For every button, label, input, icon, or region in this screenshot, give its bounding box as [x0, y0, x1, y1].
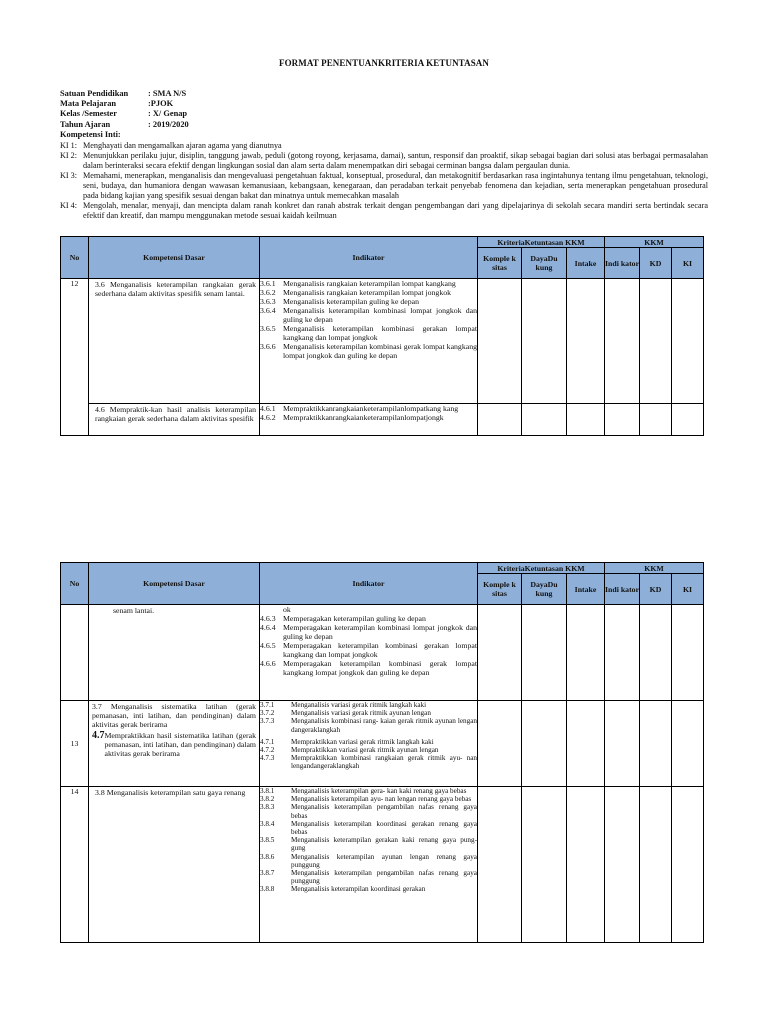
ki-item [60, 141, 708, 151]
indikator-number: 3.7.2 [260, 709, 275, 718]
meta-label: Tahun Ajaran [60, 119, 111, 129]
meta-label: Mata Pelajaran [60, 99, 117, 109]
indikator-item [260, 288, 477, 297]
indikator-number: 3.8.2 [260, 795, 275, 804]
indikator-item [260, 717, 477, 733]
intake-cell [567, 701, 605, 787]
meta-label: Satuan Pendidikan [60, 89, 129, 98]
kd-kkm-cell [640, 787, 672, 943]
kompleksitas-cell [478, 787, 522, 943]
dayadukung-cell [522, 404, 567, 436]
indikator-number: 3.7.3 [260, 717, 275, 726]
ki-kkm-cell [672, 404, 704, 436]
kd-cell: 3.6 Menganalisis keterampilan rangkaian gerak sederhana dalam aktivitas spesifik senam lantai. [89, 279, 260, 404]
indikator-number: 4.6.4 [260, 623, 276, 632]
indikator-kkm-cell [605, 404, 640, 436]
indikator-number: 3.6.3 [260, 297, 276, 306]
kd-item [92, 731, 256, 758]
indikator-text: Menganalisis keterampilan gera- kan kaki renang gaya bebas [291, 787, 467, 795]
page-title: FORMAT PENENTUANKRITERIA KETUNTASAN [278, 58, 490, 68]
kd-kkm-cell [640, 404, 672, 436]
intake-cell [567, 605, 605, 701]
indikator-text: Menganalisis variasi gerak ritmik langkah kaki [291, 701, 427, 709]
indikator-number: 3.6.4 [260, 306, 276, 315]
indikator-number: 3.8.7 [260, 869, 275, 878]
ki-kkm-cell [672, 605, 704, 701]
header-kd-kkm: KD [640, 574, 672, 605]
meta-value: : X/ Genap [148, 109, 188, 119]
indikator-number: 3.6.6 [260, 342, 276, 351]
dayadukung-cell [522, 701, 567, 787]
header-dayadukung: DayaDu kung [522, 574, 567, 605]
indikator-item [260, 404, 477, 413]
indikator-text: Menganalisis keterampilan pengambilan nafas renang gaya bebas [291, 803, 477, 820]
dayadukung-cell [522, 787, 567, 943]
indikator-text: Memperagakan keterampilan kombinasi gerak lompat kangkang lompat jongkok dan guling ke depan [283, 659, 477, 677]
indikator-item [260, 306, 477, 324]
indikator-number: 3.6.5 [260, 324, 276, 333]
indikator-item [260, 297, 477, 306]
indikator-item [260, 659, 477, 677]
header-no: No [61, 563, 89, 605]
meta-value: : SMA N/S [148, 89, 187, 98]
kd-cell [89, 701, 260, 787]
indikator-item [260, 820, 477, 836]
kompleksitas-cell [478, 404, 522, 436]
indikator-item [260, 885, 477, 893]
indikator-kkm-cell [605, 787, 640, 943]
indikator-cell [260, 605, 478, 701]
indikator-item [260, 746, 477, 754]
indikator-item [260, 869, 477, 885]
indikator-text: Memperagakan keterampilan kombinasi lompat jongkok dan guling ke depan [283, 623, 477, 641]
indikator-number: 3.8.5 [260, 836, 275, 845]
row-number: 13 [61, 701, 89, 787]
header-kkm: KKM [605, 563, 704, 574]
meta-row [60, 120, 189, 130]
header-intake: Intake [567, 574, 605, 605]
indikator-item [260, 754, 477, 770]
kompleksitas-cell [478, 605, 522, 701]
indikator-text: Mempraktikkanrangkaianketerampilanlompatjongk [283, 413, 444, 422]
indikator-text: Menganalisis keterampilan kombinasi lompat jongkok dan guling ke depan [283, 306, 477, 324]
table-row [61, 404, 704, 436]
kd-number: 4.7 [92, 730, 105, 741]
ki-list [60, 141, 708, 221]
header-kd: Kompetensi Dasar [89, 237, 260, 279]
dayadukung-cell [522, 605, 567, 701]
indikator-text: Menganalisis keterampilan ayu- nan lengan renang gaya bebas [291, 795, 472, 804]
ki-title: Kompetensi Inti: [60, 129, 121, 139]
indikator-text: Menganalisis variasi gerak ritmik ayunan lengan [291, 709, 431, 718]
ki-item [60, 151, 708, 171]
ki-code: KI 1: [60, 141, 78, 150]
indikator-kkm-cell [605, 605, 640, 701]
header-indikator: Indikator [260, 563, 478, 605]
indikator-number: 3.8.3 [260, 803, 275, 812]
kkm-table-2 [60, 562, 704, 943]
indikator-number: 3.8.1 [260, 787, 275, 795]
row-number: 14 [61, 787, 89, 943]
table-row [61, 701, 704, 787]
indikator-text: Memperagakan keterampilan kombinasi gerakan lompat kangkang dan lompat jongkok [283, 641, 477, 659]
kompleksitas-cell [478, 701, 522, 787]
indikator-item [260, 709, 477, 717]
indikator-text: Menganalisis rangkaian keterampilan lompat kangkang [283, 279, 456, 288]
ki-text: Menunjukkan perilaku jujur, disiplin, tanggung jawab, peduli (gotong royong, kerjasama, damai), santun, responsif dan proaktif, sikap sebagai bagian dari solusi atas berbagai permasalahan dalam berinteraksi secara efektif dengan lingkungan sosial dan alam serta dalam menempatkan diri sebagai cerminan bangsa dalam pergaulan dunia. [83, 151, 708, 170]
indikator-text: Menganalisis keterampilan ayunan lengan renang gaya punggung [291, 852, 477, 869]
indikator-item [260, 836, 477, 852]
indikator-text: Menganalisis rangkaian keterampilan lompat jongkok [283, 288, 452, 297]
kd-text: Mempraktikkan hasil sistematika latihan (gerak pemanasan, inti latihan, dan pendinginan) dalam aktivitas gerak berirama [104, 731, 256, 758]
meta-value: :PJOK [148, 99, 174, 109]
indikator-item [260, 623, 477, 641]
indikator-text: Menganalisis keterampilan pengambilan nafas renang gaya punggung [291, 869, 477, 886]
dayadukung-cell [522, 279, 567, 404]
meta-row [60, 99, 189, 109]
indikator-item [260, 324, 477, 342]
header-kkm: KKM [605, 237, 704, 248]
indikator-text: Menganalisis keterampilan kombinasi gerakan lompat kangkang dan lompat jongkok [283, 324, 477, 342]
header-kompleksitas: Komple k sitas [478, 574, 522, 605]
indikator-item [260, 342, 477, 360]
intake-cell [567, 279, 605, 404]
header-indikator-kkm: Indi kator [605, 574, 640, 605]
indikator-item [260, 701, 477, 709]
ki-text: Mengolah, menalar, menyaji, dan mencipta dalam ranah konkret dan ranah abstrak terkait dengan pengembangan dari yang dipelajarinya di sekolah secara mandiri serta bertindak secara efektif dan kreatif, dan mampu menggunakan metode sesuai kaidah keilmuan [83, 201, 708, 220]
indikator-cell [260, 787, 478, 943]
indikator-item [260, 614, 477, 623]
indikator-number: 4.6.5 [260, 641, 276, 650]
ki-kkm-cell [672, 787, 704, 943]
indikator-number: 4.7.3 [260, 754, 275, 763]
indikator-number: 3.8.4 [260, 819, 275, 828]
indikator-text: Menganalisis keterampilan kombinasi gerak lompat kangkang lompat jongkok dan guling ke depan [283, 342, 477, 360]
row-number [61, 605, 89, 701]
indikator-text: Mempraktikkan variasi gerak ritmik langkah kaki [291, 737, 434, 746]
intake-cell [567, 404, 605, 436]
ki-item [60, 171, 708, 201]
indikator-number: 4.6.6 [260, 659, 276, 668]
indikator-text: Menganalisis keterampilan gerakan kaki renang gaya pung- gung [291, 836, 477, 853]
ki-code: KI 4: [60, 201, 78, 210]
kd-item: 3.7 Menganalisis sistematika latihan (gerak pemanasan, inti latihan, dan pendinginan) dalam aktivitas gerak berirama [92, 702, 256, 729]
header-kompleksitas: Komple k sitas [478, 248, 522, 279]
indikator-text: Menganalisis keterampilan koordinasi gerakan renang gaya bebas [291, 819, 477, 837]
ki-kkm-cell [672, 279, 704, 404]
indikator-cell [260, 701, 478, 787]
indikator-number: 3.8.8 [260, 885, 275, 894]
indikator-text: Memperagakan keterampilan guling ke depan [283, 614, 426, 623]
indikator-number: 4.7.2 [260, 746, 275, 755]
ki-item [60, 201, 708, 221]
indikator-number: 4.6.1 [260, 404, 276, 413]
header-indikator: Indikator [260, 237, 478, 279]
indikator-number: 3.6.1 [260, 279, 276, 288]
indikator-text: Menganalisis keterampilan guling ke depan [283, 297, 419, 306]
indikator-item [260, 738, 477, 746]
header-kd: Kompetensi Dasar [89, 563, 260, 605]
indikator-number: 4.6.3 [260, 614, 276, 623]
header-no: No [61, 237, 89, 279]
header-ki-kkm: KI [672, 574, 704, 605]
table-row [61, 605, 704, 701]
document-meta [60, 89, 189, 140]
indikator-item [260, 641, 477, 659]
ki-kkm-cell [672, 701, 704, 787]
indikator-cell [260, 279, 478, 404]
indikator-lead: ok [283, 605, 291, 614]
indikator-text: Mempraktikkan kombinasi rangkaian gerak ritmik ayu- nan lengandangeraklangkah [291, 754, 477, 771]
indikator-item [260, 787, 477, 795]
header-ki-kkm: KI [672, 248, 704, 279]
ki-code: KI 2: [60, 151, 78, 160]
kompleksitas-cell [478, 279, 522, 404]
header-dayadukung: DayaDu kung [522, 248, 567, 279]
meta-value: : 2019/2020 [148, 119, 189, 129]
table-row [61, 787, 704, 943]
kd-cell: 3.8 Menganalisis keterampilan satu gaya renang [89, 787, 260, 943]
indikator-item [260, 853, 477, 869]
table-row [61, 279, 704, 404]
indikator-text: Mempraktikkan variasi gerak ritmik ayunan lengan [291, 746, 439, 755]
intake-cell [567, 787, 605, 943]
indikator-item [260, 413, 477, 422]
kd-cell: senam lantai. [89, 605, 260, 701]
indikator-item [260, 279, 477, 288]
meta-row [60, 89, 189, 99]
indikator-kkm-cell [605, 701, 640, 787]
header-kd-kkm: KD [640, 248, 672, 279]
indikator-text: Menganalisis keterampilan koordinasi gerakan [291, 885, 426, 894]
indikator-cell [260, 404, 478, 436]
kkm-table-1 [60, 236, 704, 436]
indikator-text: Mempraktikkanrangkaianketerampilanlompatkang kang [283, 404, 459, 413]
indikator-number: 3.7.1 [260, 701, 275, 709]
ki-code: KI 3: [60, 171, 78, 180]
indikator-number: 3.6.2 [260, 288, 276, 297]
ki-text: Memahami, menerapkan, menganalisis dan mengevaluasi pengetahuan faktual, konseptual, prosedural, dan metakognitif berdasarkan rasa ingintahunya tentang ilmu pengetahuan, teknologi, seni, budaya, dan humaniora dengan wawasan kemanusiaan, kebangsaan, kenegaraan, dan peradaban terkait penyebab fenomena dan kejadian, serta menerapkan pengetahuan prosedural pada bidang kajian yang spesifik sesuai dengan bakat dan minatnya untuk memecahkan masalah [83, 171, 708, 200]
kd-kkm-cell [640, 279, 672, 404]
kd-kkm-cell [640, 605, 672, 701]
indikator-number: 4.7.1 [260, 737, 275, 746]
meta-label: Kelas /Semester [60, 109, 117, 119]
header-kriteria: KriteriaKetuntasan KKM [478, 563, 605, 574]
indikator-item [260, 795, 477, 803]
indikator-item [260, 803, 477, 819]
ki-text: Menghayati dan mengamalkan ajaran agama yang dianutnya [83, 141, 282, 150]
header-intake: Intake [567, 248, 605, 279]
kd-kkm-cell [640, 701, 672, 787]
row-number: 12 [61, 279, 89, 436]
header-indikator-kkm: Indi kator [605, 248, 640, 279]
meta-row [60, 109, 189, 119]
indikator-number: 3.8.6 [260, 852, 275, 861]
indikator-kkm-cell [605, 279, 640, 404]
indikator-number: 4.6.2 [260, 413, 276, 422]
kd-cell: 4.6 Mempraktik-kan hasil analisis keterampilan rangkaian gerak sederhana dalam aktivitas spesifik [89, 404, 260, 436]
header-kriteria: KriteriaKetuntasan KKM [478, 237, 605, 248]
indikator-text: Menganalisis kombinasi rang- kaian gerak ritmik ayunan lengan dangeraklangkah [291, 717, 477, 734]
